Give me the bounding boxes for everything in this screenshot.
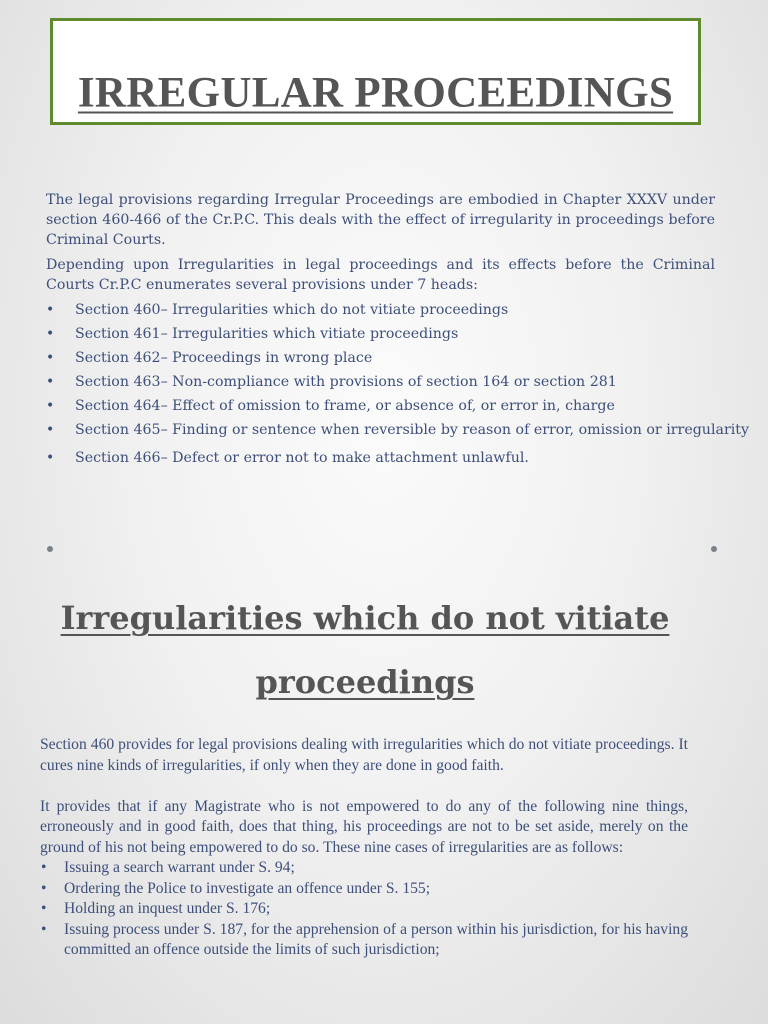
section-heading-line2: proceedings	[255, 663, 475, 701]
heads-paragraph: Depending upon Irregularities in legal proceedings and its effects before the Criminal Courts Cr.P.C enumerates several provisions under 7 heads:	[46, 257, 715, 293]
section-item: • Section 462– Proceedings in wrong place	[46, 348, 715, 368]
irregularity-item: • Issuing process under S. 187, for the apprehension of a person within his jurisdiction, for his having committed an offence outside the limits of such jurisdiction;	[40, 920, 688, 961]
section-item: • Section 466– Defect or error not to make attachment unlawful.	[46, 448, 715, 468]
section-item: • Section 465– Finding or sentence when reversible by reason of error, omission or irregularity	[46, 420, 715, 440]
section-list	[46, 300, 749, 468]
section-heading-line1: Irregularities which do not vitiate	[60, 599, 670, 637]
section-item: • Section 461– Irregularities which vitiate proceedings	[46, 324, 715, 344]
section460-paragraph: Section 460 provides for legal provisions dealing with irregularities which do not vitiate proceedings. It cures nine kinds of irregularities, if only when they are done in good faith.	[40, 736, 688, 774]
slide1-body	[46, 190, 749, 472]
intro-paragraph: The legal provisions regarding Irregular Proceedings are embodied in Chapter XXXV under section 460-466 of the Cr.P.C. This deals with the effect of irregularity in proceedings before Criminal Courts.	[46, 192, 715, 248]
left-bullet-dot	[47, 546, 53, 552]
section-item: • Section 460– Irregularities which do not vitiate proceedings	[46, 300, 715, 320]
irregularity-item: • Holding an inquest under S. 176;	[40, 899, 688, 920]
section-heading	[60, 586, 670, 714]
irregularity-item: • Issuing a search warrant under S. 94;	[40, 858, 688, 879]
irregularity-item: • Ordering the Police to investigate an offence under S. 155;	[40, 879, 688, 900]
slide2-body	[40, 735, 688, 961]
section-item: • Section 464– Effect of omission to frame, or absence of, or error in, charge	[46, 396, 715, 416]
title-box	[50, 18, 701, 125]
irregularity-list	[40, 858, 688, 961]
right-bullet-dot	[711, 546, 717, 552]
magistrate-paragraph: It provides that if any Magistrate who is not empowered to do any of the following nine things, erroneously and in good faith, does that thing, his proceedings are not to be set aside, merely on the ground of his not being empowered to do so. These nine cases of irregularities are as follows:	[40, 797, 688, 856]
section-item: • Section 463– Non-compliance with provisions of section 164 or section 281	[46, 372, 715, 392]
slide-title: IRREGULAR PROCEEDINGS	[77, 69, 674, 117]
